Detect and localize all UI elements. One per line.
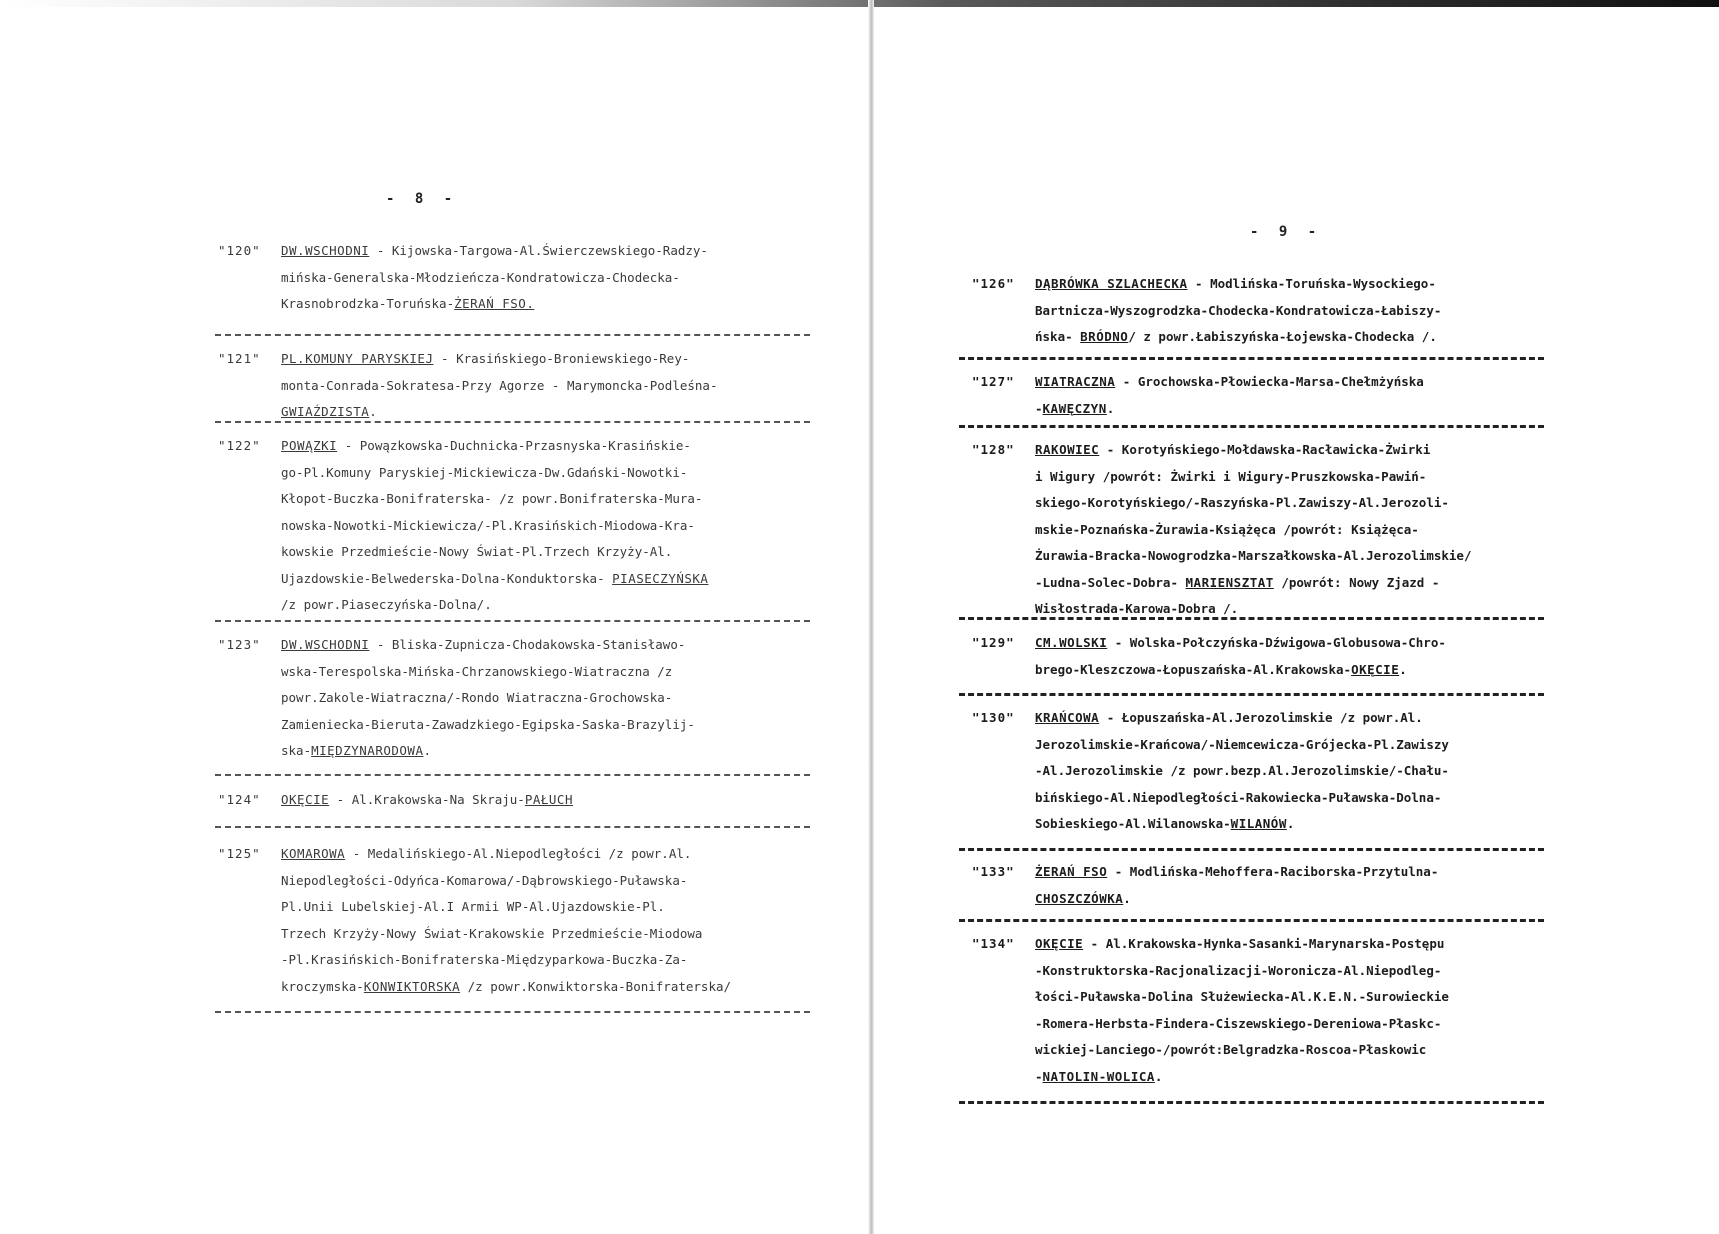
page-number: - 9 - (1250, 224, 1323, 240)
route-number: "129" (972, 635, 1015, 650)
route-text: . (369, 404, 377, 419)
route-text: Żurawia-Bracka-Nowogrodzka-Marszałkowska-Al.Jerozolimskie/ (1035, 548, 1472, 563)
route-line (281, 894, 731, 921)
route-entry (972, 705, 1449, 838)
route-text: . (1286, 816, 1295, 831)
route-text: -Konstruktorska-Racjonalizacji-Woronicza-Al.Niepodleg- (1035, 962, 1442, 978)
route-entry (218, 346, 718, 426)
route-entry (972, 859, 1438, 912)
route-number: "123" (218, 637, 261, 652)
route-text: - Grochowska-Płowiecka-Marsa-Chełmżyńska (1115, 374, 1424, 389)
route-line (1035, 543, 1472, 570)
dashed-separator (215, 826, 810, 828)
route-text: . (1154, 1068, 1163, 1084)
route-text: /z powr.Piaseczyńska-Dolna/. (281, 597, 492, 612)
route-number: "121" (218, 351, 261, 366)
dashed-separator (215, 334, 810, 336)
route-text: nowska-Nowotki-Mickiewicza/-Pl.Krasińskich-Miodowa-Kra- (281, 517, 695, 533)
terminus-name: BRÓDNO (1080, 329, 1129, 344)
route-text: -Al.Jerozolimskie /z powr.bezp.Al.Jerozolimskie/-Chału- (1035, 763, 1449, 778)
route-line (1035, 570, 1472, 597)
dashed-separator (959, 425, 1544, 428)
route-line (1035, 732, 1449, 759)
route-description (1035, 931, 1449, 1090)
route-text: ska- (281, 743, 312, 758)
route-text: - Kijowska-Targowa-Al.Świerczewskiego-Radzy- (369, 243, 708, 258)
route-description (281, 841, 731, 1000)
route-text: Ujazdowskie-Belwederska-Dolna-Konduktorska- (281, 570, 613, 586)
route-description (281, 433, 708, 619)
route-line (1035, 464, 1472, 491)
route-text: skiego-Korotyńskiego/-Raszyńska-Pl.Zawiszy-Al.Jerozoli- (1035, 495, 1449, 510)
route-text: brego-Kleszczowa-Łopuszańska-Al.Krakowska- (1035, 661, 1352, 677)
route-text: Krasnobrodzka-Toruńska- (281, 296, 455, 311)
route-line (1035, 396, 1424, 423)
route-text: . (1399, 661, 1407, 677)
route-entry (218, 787, 573, 814)
route-text: / z powr.Łabiszyńska-Łojewska-Chodecka /. (1128, 329, 1437, 344)
route-line (1035, 1064, 1449, 1091)
route-line (281, 433, 708, 460)
route-line (1035, 984, 1449, 1011)
route-line (281, 291, 708, 318)
route-text: -Ludna-Solec-Dobra- (1035, 574, 1186, 590)
route-text: Zamieniecka-Bieruta-Zawadzkiego-Egipska-Saska-Brazylij- (281, 716, 695, 732)
route-number: "134" (972, 936, 1015, 951)
route-text: - Korotyńskiego-Mołdawska-Racławicka-Żwirki (1099, 442, 1431, 457)
route-text: mińska-Generalska-Młodzieńcza-Kondratowicza-Chodecka- (281, 269, 680, 285)
terminus-name: PAŁUCH (524, 792, 573, 807)
terminus-name: OKĘCIE (1351, 661, 1400, 677)
route-line (281, 974, 731, 1001)
route-text: . (423, 743, 431, 758)
route-line (281, 265, 708, 292)
route-text: - Al.Krakowska-Hynka-Sasanki-Marynarska-Postępu (1083, 936, 1445, 951)
dashed-separator (959, 693, 1544, 696)
route-line (1035, 1037, 1449, 1064)
page-number: - 8 - (386, 191, 459, 207)
route-line (1035, 324, 1441, 351)
terminus-name: WIATRACZNA (1035, 374, 1116, 389)
terminus-name: RAKOWIEC (1035, 442, 1100, 457)
route-entry (218, 433, 708, 619)
dashed-separator (959, 357, 1544, 360)
route-line (1035, 298, 1441, 325)
route-text: Sobieskiego-Al.Wilanowska- (1035, 816, 1231, 831)
route-number: "122" (218, 438, 261, 453)
route-text: kowskie Przedmieście-Nowy Świat-Pl.Trzech Krzyży-Al. (281, 544, 673, 559)
route-text: Jerozolimskie-Krańcowa/-Niemcewicza-Grójecka-Pl.Zawiszy (1035, 736, 1449, 752)
route-entry (972, 630, 1446, 683)
terminus-name: KAWĘCZYN (1042, 400, 1107, 416)
terminus-name: DW.WSCHODNI (281, 637, 370, 652)
terminus-name: KRAŃCOWA (1035, 710, 1100, 725)
route-text: wska-Terespolska-Mińska-Chrzanowskiego-Wiatraczna /z (281, 663, 673, 679)
route-line (1035, 958, 1449, 985)
route-line (1035, 758, 1449, 785)
route-line (1035, 705, 1449, 732)
route-entry (972, 271, 1441, 351)
dashed-separator (959, 617, 1544, 620)
route-entry (972, 437, 1472, 623)
route-text: Niepodległości-Odyńca-Komarowa/-Dąbrowskiego-Puławska- (281, 872, 688, 888)
route-text: - Al.Krakowska-Na Skraju- (329, 792, 525, 807)
route-text: powr.Zakole-Wiatraczna/-Rondo Wiatraczna-Grochowska- (281, 690, 673, 705)
route-text: wickiej-Lanciego-/powrót:Belgradzka-Roscoa-Płaskowic (1035, 1042, 1427, 1057)
route-description (281, 632, 695, 765)
dashed-separator (959, 919, 1544, 922)
route-text: mskie-Poznańska-Żurawia-Książęca /powrót: Książęca- (1035, 521, 1419, 537)
route-line (281, 632, 695, 659)
terminus-name: MIĘDZYNARODOWA (311, 743, 424, 758)
route-line (1035, 271, 1441, 298)
route-line (1035, 811, 1449, 838)
route-description (1035, 630, 1446, 683)
route-line (1035, 490, 1472, 517)
route-description (281, 238, 708, 318)
dashed-separator (959, 848, 1544, 851)
route-line (281, 486, 708, 513)
route-entry (218, 632, 695, 765)
route-line (1035, 369, 1424, 396)
route-number: "124" (218, 792, 261, 807)
route-number: "126" (972, 276, 1015, 291)
route-description (1035, 271, 1441, 351)
route-text: Kłopot-Buczka-Bonifraterska- /z powr.Bonifraterska-Mura- (281, 491, 703, 506)
route-line (281, 346, 718, 373)
route-text: . (1123, 890, 1131, 906)
route-line (281, 238, 708, 265)
route-number: "120" (218, 243, 261, 258)
terminus-name: ŻERAŃ FSO (1035, 864, 1108, 879)
route-text: i Wigury /powrót: Żwirki i Wigury-Pruszkowska-Pawiń- (1035, 468, 1427, 484)
route-text: -Pl.Krasińskich-Bonifraterska-Międzyparkowa-Buczka-Za- (281, 952, 688, 967)
terminus-name: CM.WOLSKI (1035, 635, 1108, 650)
terminus-name: PL.KOMUNY PARYSKIEJ (281, 351, 434, 366)
route-text: łości-Puławska-Dolina Służewiecka-Al.K.E.N.-Surowieckie (1035, 989, 1449, 1004)
dashed-separator (215, 421, 810, 423)
route-line (281, 539, 708, 566)
terminus-name: CHOSZCZÓWKA (1035, 890, 1124, 906)
terminus-name: KONWIKTORSKA (363, 978, 461, 994)
route-description (281, 787, 573, 814)
route-line (281, 921, 731, 948)
route-description (1035, 859, 1438, 912)
terminus-name: NATOLIN-WOLICA (1042, 1068, 1155, 1084)
terminus-name: PIASECZYŃSKA (612, 570, 709, 586)
terminus-name: GWIAŹDZISTA (281, 404, 370, 419)
route-number: "128" (972, 442, 1015, 457)
route-line (281, 738, 695, 765)
route-description (1035, 437, 1472, 623)
route-line (281, 712, 695, 739)
route-line (1035, 630, 1446, 657)
route-text: Trzech Krzyży-Nowy Świat-Krakowskie Przedmieście-Miodowa (281, 925, 703, 941)
route-text: - Modlińska-Mehoffera-Raciborska-Przytulna- (1107, 864, 1439, 879)
route-line (281, 566, 708, 593)
route-line (1035, 785, 1449, 812)
route-line (281, 841, 731, 868)
route-text: - Wolska-Połczyńska-Dźwigowa-Globusowa-Chro- (1107, 635, 1446, 650)
route-text: - (1035, 1068, 1043, 1084)
terminus-name: POWĄZKI (281, 438, 338, 453)
route-number: "127" (972, 374, 1015, 389)
route-line (281, 659, 695, 686)
page-right (874, 0, 1719, 1234)
terminus-name: WILANÓW (1230, 816, 1287, 831)
dashed-separator (215, 774, 810, 776)
route-line (1035, 517, 1472, 544)
route-line (281, 787, 573, 814)
route-number: "125" (218, 846, 261, 861)
route-line (1035, 931, 1449, 958)
route-text: - (1035, 400, 1043, 416)
route-entry (218, 238, 708, 318)
route-text: kroczymska- (281, 978, 364, 994)
terminus-name: DĄBRÓWKA SZLACHECKA (1035, 276, 1188, 291)
route-text: Pl.Unii Lubelskiej-Al.I Armii WP-Al.Ujazdowskie-Pl. (281, 899, 665, 914)
route-line (281, 868, 731, 895)
route-line (281, 685, 695, 712)
route-line (1035, 657, 1446, 684)
terminus-name: OKĘCIE (281, 792, 330, 807)
route-line (281, 947, 731, 974)
route-description (1035, 705, 1449, 838)
route-text: Wisłostrada-Karowa-Dobra /. (1035, 601, 1239, 616)
route-text: monta-Conrada-Sokratesa-Przy Agorze - Marymoncka-Podleśna- (281, 377, 718, 393)
route-line (281, 513, 708, 540)
route-text: . (1106, 400, 1115, 416)
route-text: - Bliska-Zupnicza-Chodakowska-Stanisławo- (369, 637, 686, 652)
terminus-name: MARIENSZTAT (1185, 574, 1274, 590)
route-text: Bartnicza-Wyszogrodzka-Chodecka-Kondratowicza-Łabiszy- (1035, 302, 1442, 318)
route-text: ńska- (1035, 329, 1081, 344)
route-text: - Powązkowska-Duchnicka-Przasnyska-Krasińskie- (337, 438, 691, 453)
route-line (1035, 886, 1438, 913)
route-text: go-Pl.Komuny Paryskiej-Mickiewicza-Dw.Gdański-Nowotki- (281, 464, 688, 480)
route-line (281, 460, 708, 487)
route-description (281, 346, 718, 426)
dashed-separator (215, 620, 810, 622)
terminus-name: ŻERAŃ FSO. (454, 296, 535, 311)
route-description (1035, 369, 1424, 422)
route-line (281, 373, 718, 400)
route-number: "133" (972, 864, 1015, 879)
route-entry (972, 931, 1449, 1090)
terminus-name: KOMAROWA (281, 846, 346, 861)
route-entry (218, 841, 731, 1000)
route-entry (972, 369, 1424, 422)
route-text: - Medalińskiego-Al.Niepodległości /z powr.Al. (345, 846, 692, 861)
route-line (1035, 1011, 1449, 1038)
terminus-name: OKĘCIE (1035, 936, 1084, 951)
route-line (1035, 859, 1438, 886)
route-line (1035, 437, 1472, 464)
route-text: - Łopuszańska-Al.Jerozolimskie /z powr.Al. (1099, 710, 1423, 725)
route-text: - Krasińskiego-Broniewskiego-Rey- (433, 351, 690, 366)
route-text: -Romera-Herbsta-Findera-Ciszewskiego-Dereniowa-Płaskc- (1035, 1015, 1442, 1031)
route-text: /powrót: Nowy Zjazd - (1273, 574, 1440, 590)
route-text: - Modlińska-Toruńska-Wysockiego- (1187, 276, 1436, 291)
dashed-separator (959, 1101, 1544, 1104)
route-text: bińskiego-Al.Niepodległości-Rakowiecka-Puławska-Dolna- (1035, 789, 1442, 805)
terminus-name: DW.WSCHODNI (281, 243, 370, 258)
route-text: /z powr.Konwiktorska-Bonifraterska/ (460, 978, 732, 994)
dashed-separator (215, 1011, 810, 1013)
route-line (281, 592, 708, 619)
route-number: "130" (972, 710, 1015, 725)
